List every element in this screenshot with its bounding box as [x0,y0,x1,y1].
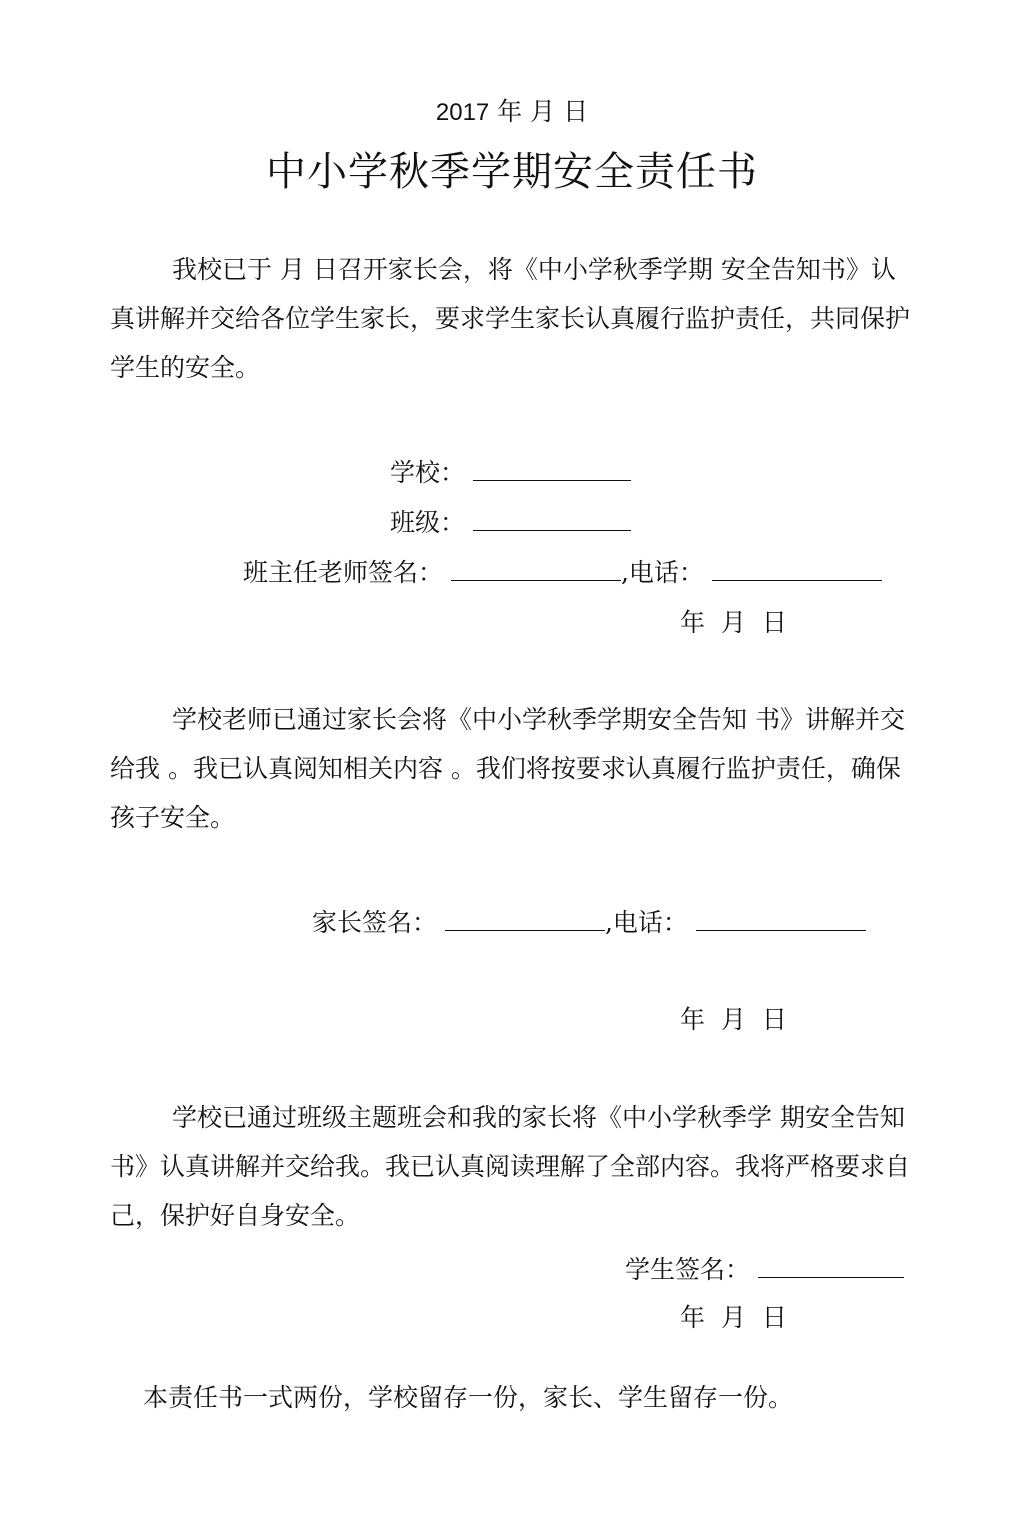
student-ack-text: 学校已通过班级主题班会和我的家长将《中小学秋季学 期安全告知书》认真讲解并交给我。我已认真阅读理解了全部内容。我将严格要求自己，保护好自身安全。 [110,1103,911,1230]
document-title: 中小学秋季学期安全责任书 [266,149,758,195]
teacher-date: 年 月 日 [680,608,787,637]
student-signature-field [625,1250,904,1286]
teacher-signature-field [243,553,882,589]
class-field [390,503,631,539]
parent-signature-blank[interactable] [445,908,605,931]
class-label: 班级： [390,508,466,537]
parent-ack-text: 学校老师已通过家长会将《中小学秋季学期安全告知 书》讲解并交给我 。我已认真阅知相关内容 。我们将按要求认真履行监护责任，确保孩子安全。 [110,705,905,832]
student-signature-label: 学生签名： [625,1255,751,1284]
document-date-rest: 年 月 日 [497,97,589,126]
school-notice-text: 我校已于 月 日召开家长会，将《中小学秋季学期 安全告知书》认真讲解并交给各位学生家长，要求学生家长认真履行监护责任，共同保护学生的安全。 [110,255,911,382]
school-field [390,453,631,489]
student-ack-paragraph [110,1093,915,1240]
class-blank[interactable] [473,508,631,531]
parent-phone-label: ,电话： [604,908,688,937]
parent-phone-blank[interactable] [696,908,866,931]
teacher-phone-label: ,电话： [620,558,704,587]
parent-signature-field [312,903,866,939]
footer-note: 本责任书一式两份，学校留存一份，家长、学生留存一份。 [143,1383,794,1412]
document-date [0,92,1024,128]
student-date: 年 月 日 [680,1303,787,1332]
parent-signature-label: 家长签名： [312,908,438,937]
parent-date: 年 月 日 [680,1005,787,1034]
teacher-signature-label: 班主任老师签名： [243,558,444,587]
student-signature-blank[interactable] [758,1255,904,1278]
school-blank[interactable] [473,458,631,481]
school-label: 学校： [390,458,466,487]
school-notice-paragraph [110,245,915,392]
parent-ack-paragraph [110,695,915,842]
document-year: 2017 [435,99,490,126]
teacher-signature-blank[interactable] [451,558,621,581]
teacher-phone-blank[interactable] [712,558,882,581]
